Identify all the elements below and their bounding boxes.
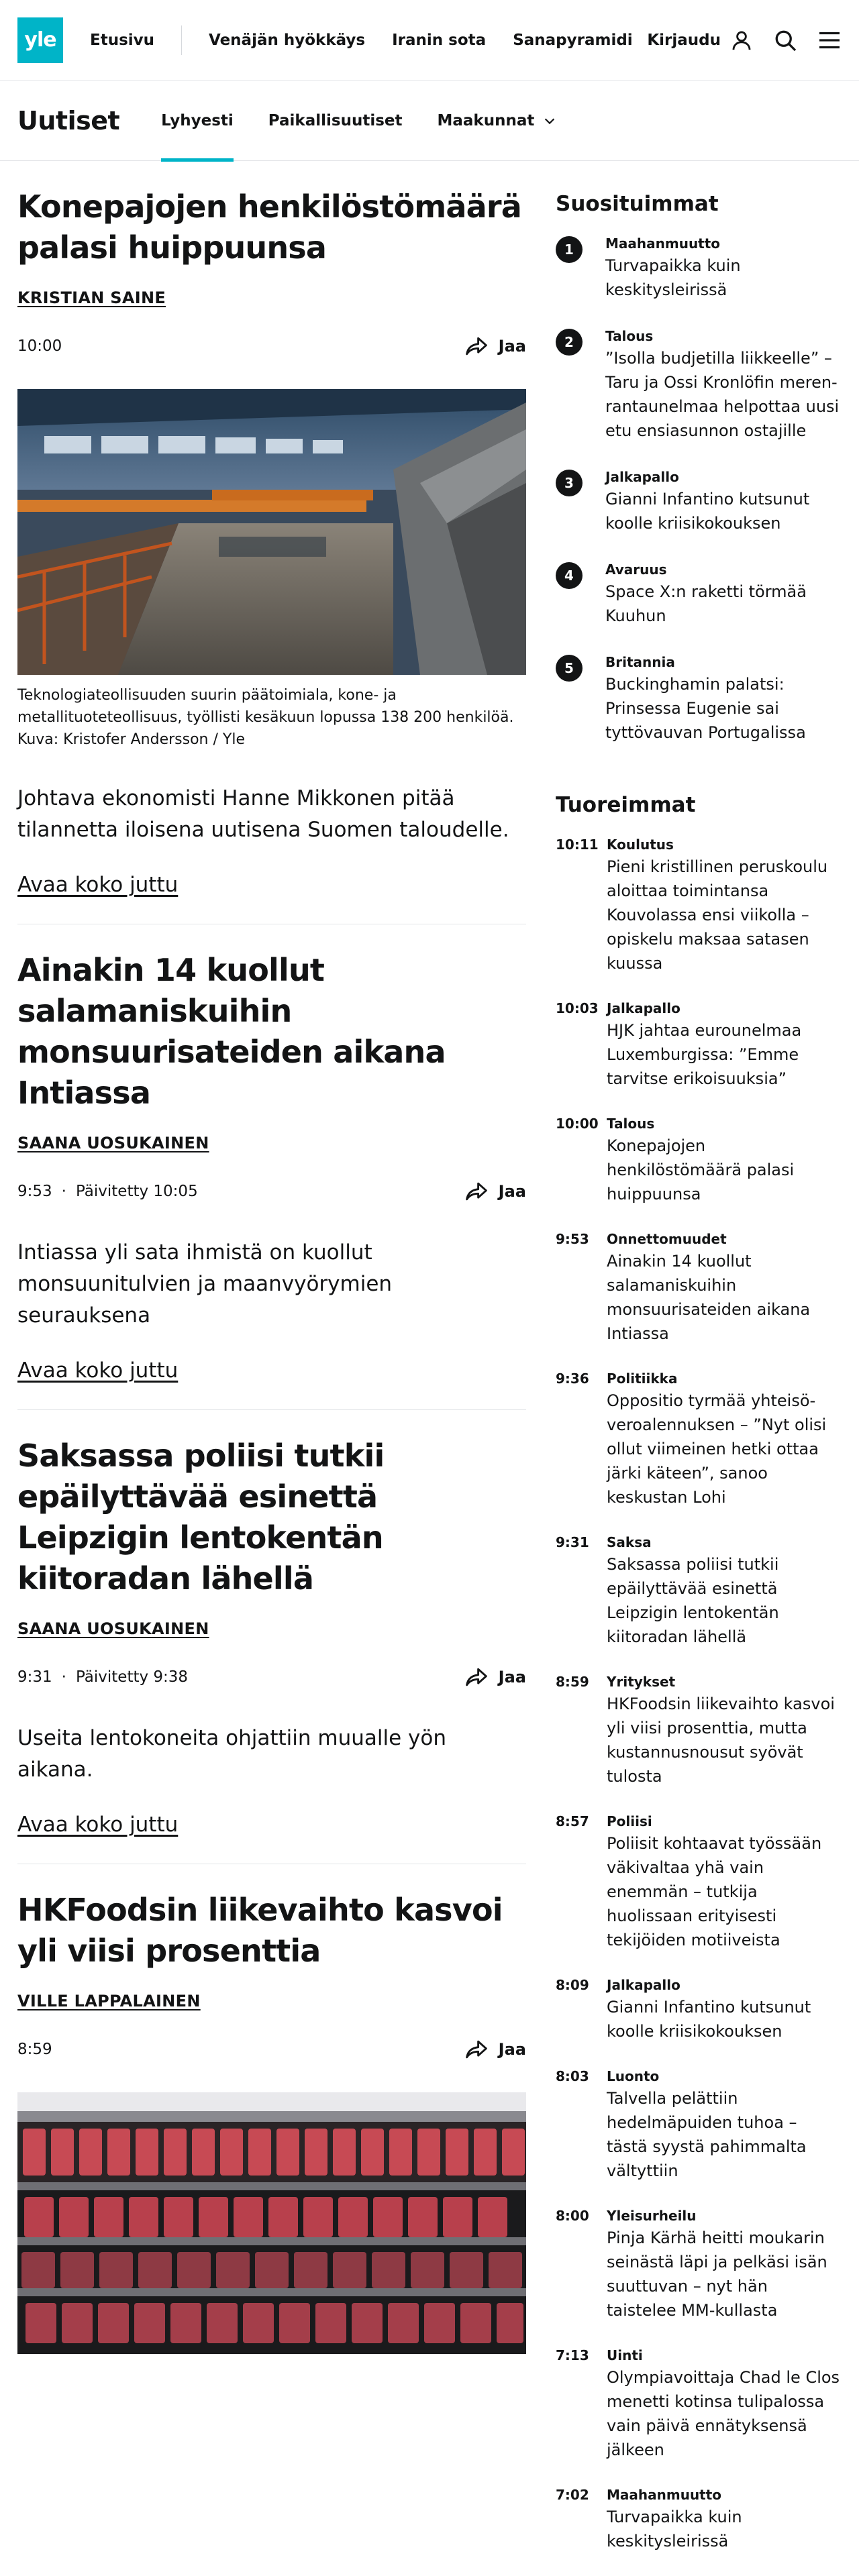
nav-etusivu[interactable]: Etusivu [90,31,155,49]
article-title[interactable]: Konepajojen henkilöstömäärä palasi huippuunsa [17,189,521,266]
latest-item[interactable] [556,1532,842,1649]
popular-item[interactable] [556,559,842,628]
search-icon [773,28,797,52]
latest-time: 10:11 [556,837,599,853]
latest-item[interactable] [556,1672,842,1788]
article-author[interactable]: KRISTIAN SAINE [17,288,166,307]
tab-lyhyesti[interactable]: Lyhyesti [161,80,234,161]
latest-title[interactable]: Poliisit kohtaavat työssään väkivaltaa yhä vain enemmän – tutkija huolissaan erityisesti tekijöiden motiiveista [607,1834,822,1949]
article-feed [17,161,526,2576]
read-full-story-link[interactable]: Avaa koko juttu [17,873,179,897]
share-label: Jaa [498,2040,526,2059]
sidebar [556,161,842,2576]
news-item [17,1864,526,2381]
latest-time: 7:13 [556,2347,589,2363]
latest-item[interactable] [556,835,842,975]
share-button[interactable] [465,1181,526,1201]
article-time: 9:31 [17,1668,52,1686]
rank-badge: 5 [556,655,583,682]
popular-item[interactable] [556,233,842,302]
latest-title[interactable]: Pinja Kärhä heitti moukarin seinästä läpi ja pelkäsi isän suuttuvan – nyt hän taistelee MM-kullasta [607,2229,827,2320]
article-updated: Päivitetty 9:38 [75,1668,189,1686]
latest-title[interactable]: Talvella pelättiin hedelmäpuiden tuhoa – tästä syystä pahimmalta vältyttiin [607,2089,807,2180]
share-label: Jaa [498,1668,526,1686]
latest-item[interactable] [556,2206,842,2322]
latest-title[interactable]: Ainakin 14 kuollut salamaniskuihin monsuurisateiden aikana Intiassa [607,1252,811,1343]
latest-category: Jalkapallo [607,1977,680,1993]
article-time: 9:53 [17,1183,52,1200]
rank-badge: 1 [556,236,583,263]
popular-heading: Suosituimmat [556,192,719,216]
share-icon [465,336,488,356]
latest-item[interactable] [556,1368,842,1509]
latest-item[interactable] [556,1114,842,1206]
article-time: 8:59 [17,2041,52,2058]
latest-list [556,835,842,2553]
latest-title[interactable]: Olympiavoittaja Chad le Clos menetti kotinsa tulipalossa vain päivä ennätyksensä jälkeen [607,2368,840,2459]
article-meta [17,1183,198,1200]
latest-category: Maahanmuutto [607,2487,722,2503]
article-meta [17,337,62,355]
latest-category: Talous [607,1116,655,1132]
latest-title[interactable]: Saksassa poliisi tutkii epäilyttävää esinettä Leipzigin lentokentän kiitoradan lähellä [607,1555,779,1646]
popular-category: Avaruus [605,561,667,578]
share-button[interactable] [465,336,526,356]
popular-category: Jalkapallo [605,469,679,485]
article-meta-row [17,333,526,360]
popular-item[interactable] [556,467,842,535]
share-button[interactable] [465,1667,526,1687]
article-title[interactable]: HKFoodsin liikevaihto kasvoi yli viisi prosenttia [17,1892,503,1969]
latest-title[interactable]: Turvapaikka kuin keskitysleirissä [607,2508,742,2551]
hamburger-menu-icon [817,28,842,52]
popular-item[interactable] [556,652,842,745]
latest-title[interactable]: HKFoodsin liikevaihto kasvoi yli viisi prosenttia, mutta kustannusnousut syövät tulosta [607,1695,835,1786]
meta-separator: · [61,1668,66,1686]
share-button[interactable] [465,2039,526,2059]
share-icon [465,1181,488,1201]
section-title[interactable]: Uutiset [17,105,120,136]
latest-time: 9:31 [556,1534,589,1550]
latest-time: 9:53 [556,1231,589,1247]
news-item [17,1410,526,1864]
yle-logo[interactable]: yle [17,17,63,63]
popular-title[interactable]: Turvapaikka kuin keskitysleirissä [605,256,741,299]
latest-category: Poliisi [607,1813,652,1829]
menu-button[interactable] [817,28,842,52]
section-nav [0,80,859,161]
latest-category: Yleisurheilu [607,2208,697,2224]
nav-divider [181,25,182,55]
latest-category: Saksa [607,1534,652,1550]
article-title[interactable]: Saksassa poliisi tutkii epäilyttävää esinettä Leipzigin lentokentän kiitoradan lähellä [17,1438,385,1597]
latest-heading: Tuoreimmat [556,793,696,817]
latest-item[interactable] [556,2485,842,2553]
latest-title[interactable]: HJK jahtaa eurounelmaa Luxemburgissa: ”Emme tarvitse erikoisuuksia” [607,1021,802,1088]
popular-title[interactable]: ”Isolla budjetilla liikkeelle” – Taru ja Ossi Kronlöfin merenrantaunelmaa helpottaa uusi etu ensiasunnon ostajille [605,349,840,440]
latest-item[interactable] [556,998,842,1091]
share-icon [465,1667,488,1687]
latest-category: Koulutus [607,837,674,853]
share-icon [465,2039,488,2059]
article-meta-row [17,1664,526,1690]
nav-venajan-hyokkays[interactable]: Venäjän hyökkäys [209,31,366,49]
latest-title[interactable]: Oppositio tyrmää yhteisöveroalennuksen – ”Nyt olisi ollut viimeinen hetki ottaa järki käteen”, sanoo keskustan Lohi [607,1391,827,1507]
article-title[interactable]: Ainakin 14 kuollut salamaniskuihin monsuurisateiden aikana Intiassa [17,952,446,1111]
popular-category: Talous [605,328,654,344]
image-caption: Teknologiateollisuuden suurin päätoimiala, kone- ja metallituoteteollisuus, työllisti kesäkuun lopussa 138 200 henkilöä. Kuva: Kristofer Andersson / Yle [17,687,514,748]
content-layout [0,161,859,2576]
latest-category: Uinti [607,2347,643,2363]
latest-item[interactable] [556,1229,842,1346]
read-full-story-link[interactable]: Avaa koko juttu [17,1358,179,1383]
popular-item[interactable] [556,326,842,443]
article-lead: Johtava ekonomisti Hanne Mikkonen pitää tilannetta iloisena uutisena Suomen taloudelle. [17,786,509,842]
share-label: Jaa [498,337,526,356]
latest-time: 8:00 [556,2208,589,2224]
popular-title[interactable]: Gianni Infantino kutsunut koolle kriisikokouksen [605,490,810,533]
user-icon [730,29,753,52]
read-full-story-link[interactable]: Avaa koko juttu [17,1813,179,1837]
article-meta [17,2041,52,2058]
news-item [17,161,526,924]
header-actions [647,0,842,80]
latest-category: Onnettomuudet [607,1231,727,1247]
latest-item[interactable] [556,2066,842,2183]
article-author[interactable]: VILLE LAPPALAINEN [17,1992,201,2010]
news-item [17,924,526,1410]
latest-category: Jalkapallo [607,1000,680,1016]
article-author[interactable]: SAANA UOSUKAINEN [17,1134,209,1152]
login-label: Kirjaudu [647,32,721,49]
article-meta-row [17,1178,526,1205]
main-nav [90,25,660,55]
rank-badge: 3 [556,470,583,496]
article-author[interactable]: SAANA UOSUKAINEN [17,1619,209,1638]
login-button[interactable] [647,29,753,52]
latest-time: 8:03 [556,2068,589,2084]
latest-time: 10:00 [556,1116,599,1132]
latest-title[interactable]: Pieni kristillinen peruskoulu aloittaa toimintansa Kouvolassa ensi viikolla – opiskelu maksaa satasen kuussa [607,857,828,973]
latest-title[interactable]: Gianni Infantino kutsunut koolle kriisikokouksen [607,1998,811,2041]
article-meta [17,1668,188,1686]
latest-item[interactable] [556,2345,842,2462]
popular-category: Maahanmuutto [605,235,721,252]
search-button[interactable] [773,28,797,52]
article-meta-row [17,2036,526,2063]
article-updated: Päivitetty 10:05 [75,1183,198,1200]
popular-title[interactable]: Buckinghamin palatsi: Prinsessa Eugenie sai tyttövauvan Portugalissa [605,675,806,742]
popular-category: Britannia [605,654,675,670]
tab-maakunnat[interactable]: Maakunnat [438,80,558,161]
nav-sanapyramidi[interactable]: Sanapyramidi [513,31,633,49]
latest-time: 7:02 [556,2487,589,2503]
meta-separator: · [61,1183,66,1200]
latest-category: Politiikka [607,1371,678,1387]
latest-item[interactable] [556,1811,842,1952]
latest-time: 8:57 [556,1813,589,1829]
nav-iranin-sota[interactable]: Iranin sota [392,31,487,49]
latest-category: Yritykset [607,1674,676,1690]
tab-paikallisuutiset[interactable]: Paikallisuutiset [268,111,403,129]
latest-category: Luonto [607,2068,660,2084]
latest-time: 8:59 [556,1674,589,1690]
article-time: 10:00 [17,337,62,355]
article-figure [17,2092,526,2354]
factory-hall-photo [17,389,526,675]
chevron-down-icon [542,113,557,128]
latest-title[interactable]: Konepajojen henkilöstömäärä palasi huippuunsa [607,1136,795,1203]
article-figure [17,389,526,751]
latest-time: 9:36 [556,1371,589,1387]
latest-time: 10:03 [556,1000,599,1016]
article-lead: Intiassa yli sata ihmistä on kuollut monsuunitulvien ja maanvyörymien seurauksena [17,1240,393,1328]
top-bar [0,0,859,80]
latest-item[interactable] [556,1975,842,2043]
popular-title[interactable]: Space X:n raketti törmää Kuuhun [605,582,807,625]
share-label: Jaa [498,1182,526,1201]
latest-time: 8:09 [556,1977,589,1993]
popular-list [556,233,842,745]
article-lead: Useita lentokoneita ohjattiin muualle yön aikana. [17,1726,446,1782]
rank-badge: 2 [556,329,583,356]
rank-badge: 4 [556,562,583,589]
meat-shelf-photo [17,2092,526,2354]
